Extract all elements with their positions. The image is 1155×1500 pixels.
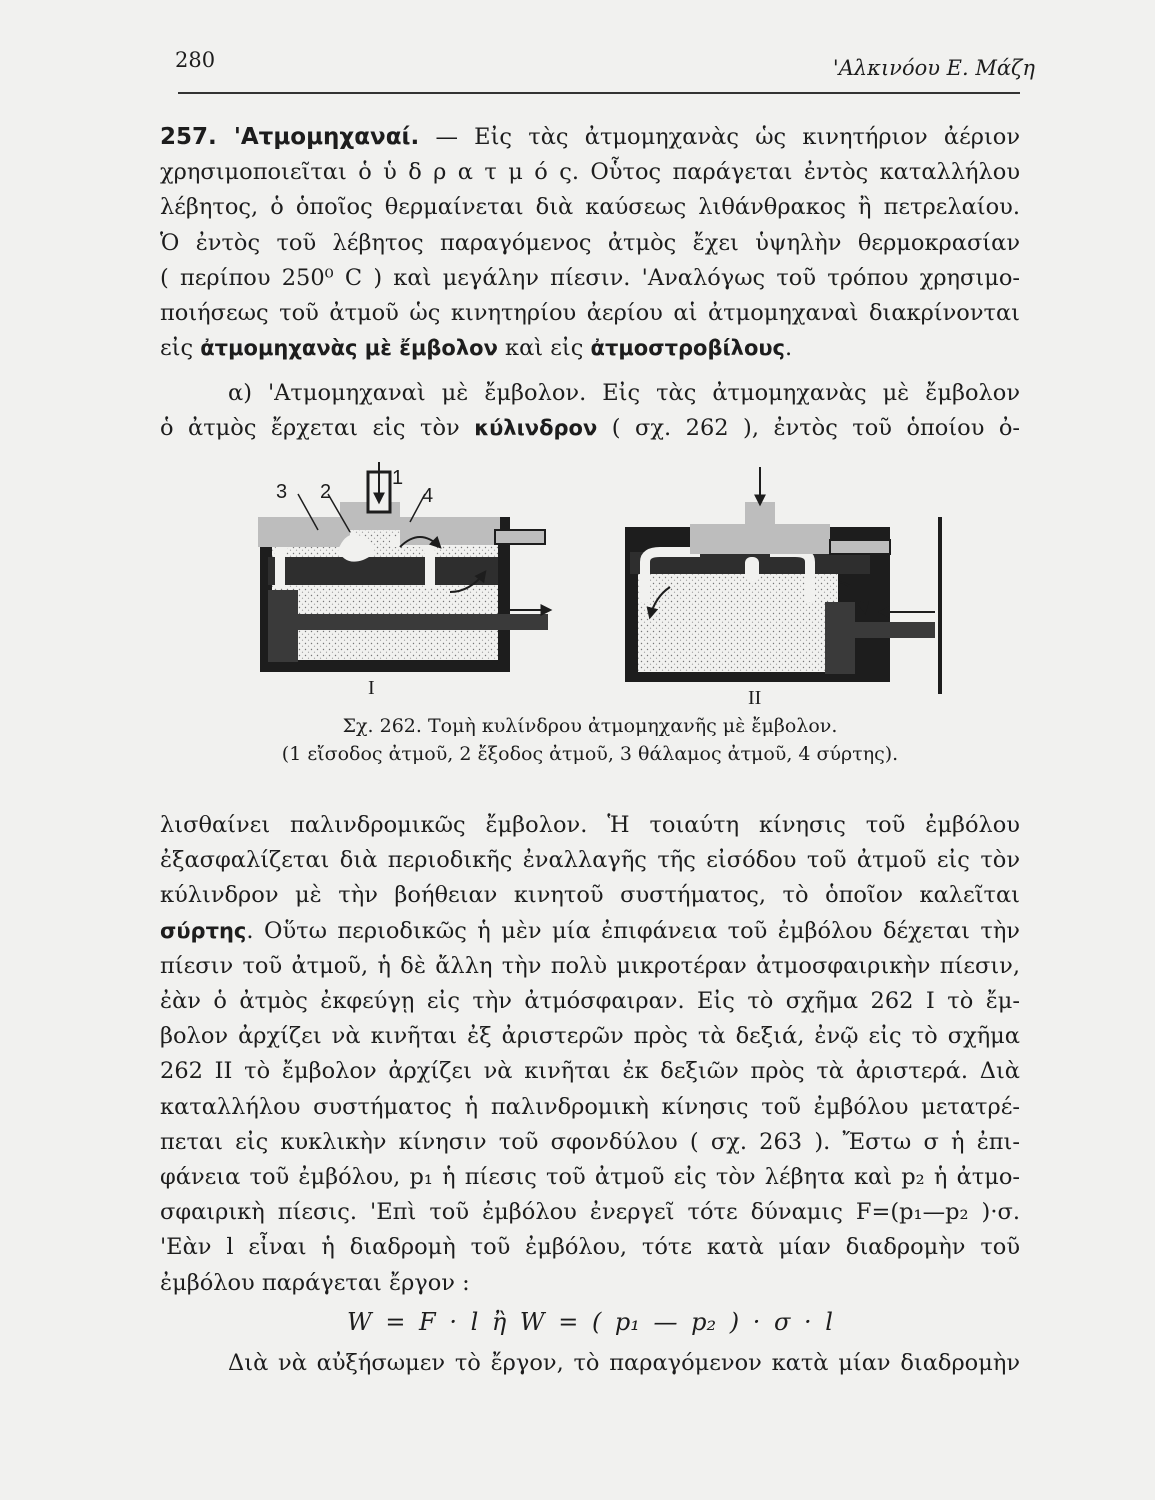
- piston: [268, 590, 298, 662]
- text-fragment: καὶ εἰς: [497, 335, 591, 362]
- steam-inlet: [745, 502, 775, 532]
- text-line: πεται εἰς κυκλικὴν κίνησιν τοῦ σφονδύλου ( σχ. 263 ). Ἔστω σ ἡ ἐπι-: [160, 1128, 1020, 1155]
- text-line: λισθαίνει παλινδρομικῶς ἔμβολον. Ἡ τοιαύτη κίνησις τοῦ ἐμβόλου: [160, 812, 1020, 838]
- text-line: ποιήσεως τοῦ ἀτμοῦ ὡς κινητηρίου ἀερίου αἱ ἀτμομηχαναὶ διακρίνονται: [160, 300, 1020, 327]
- label-3: 3: [276, 481, 288, 503]
- exhaust-pipe: [830, 540, 890, 554]
- subsection-a-paragraph: [160, 376, 1020, 446]
- running-head: 'Αλκινόου Ε. Μάζη: [832, 56, 1035, 80]
- panel-label-ii: II: [748, 687, 762, 707]
- label-1: 1: [392, 467, 404, 489]
- caption-title: Σχ. 262. Τομὴ κυλίνδρου ἀτμομηχανῆς μὲ ἔμβολον.: [342, 715, 838, 737]
- text-line: 'Εὰν l εἶναι ἡ διαδρομὴ τοῦ ἐμβόλου, τότε κατὰ μίαν διαδρομὴν τοῦ: [160, 1234, 1020, 1261]
- cylinder-panel-ii: [625, 467, 940, 707]
- text-line: [160, 411, 1020, 446]
- text-line: ἐμβόλου παράγεται ἔργον :: [160, 1269, 470, 1296]
- text-line: ( περίπου 250⁰ C ) καὶ μεγάλην πίεσιν. 'Αναλόγως τοῦ τρόπου χρησιμο-: [160, 264, 1020, 291]
- text-line: 262 II τὸ ἔμβολον ἀρχίζει νὰ κινῆται ἐκ δεξιῶν πρὸς τὰ ἀριστερά. Διὰ: [160, 1058, 1020, 1085]
- bold-term: κύλινδρον: [474, 416, 598, 441]
- figure-caption: [160, 712, 1020, 768]
- text-line: σφαιρικὴ πίεσις. 'Επὶ τοῦ ἐμβόλου ἐνεργεῖ τότε δύναμις F=(p₁—p₂ )·σ.: [160, 1199, 1020, 1226]
- panel-label-i: I: [368, 677, 375, 699]
- piston-rod: [855, 622, 935, 638]
- text-line: [160, 331, 1020, 366]
- text-fragment: εἰς: [160, 335, 201, 362]
- piston: [825, 602, 855, 674]
- cylinder-panel-i: [258, 462, 550, 699]
- header-rule: [178, 92, 1020, 94]
- text-line: πίεσιν τοῦ ἀτμοῦ, ἡ δὲ ἄλλη τὴν πολὺ μικροτέραν ἀτμοσφαιρικὴν πίεσιν,: [160, 952, 1020, 979]
- work-formula: W = F · l ἢ W = ( p₁ — p₂ ) · σ · l: [347, 1308, 833, 1336]
- text-fragment: — Εἰς τὰς ἀτμομηχανὰς ὡς κινητήριον ἀέριον: [419, 124, 1021, 150]
- text-fragment: .: [785, 335, 793, 362]
- text-line: λέβητος, ὁ ὁποῖος θερμαίνεται διὰ καύσεως λιθάνθρακος ἢ πετρελαίου.: [160, 194, 1020, 221]
- text-line: καταλλήλου συστήματος ἡ παλινδρομικὴ κίνησις τοῦ ἐμβόλου μετατρέ-: [160, 1093, 1020, 1120]
- text-line: [160, 914, 1020, 949]
- text-fragment: ( σχ. 262 ), ἐντὸς τοῦ ὁποίου ὀ-: [597, 415, 1021, 442]
- text-fragment: ὁ ἀτμὸς ἔρχεται εἰς τὸν: [160, 415, 475, 442]
- text-line: Ὁ ἐντὸς τοῦ λέβητος παραγόμενος ἀτμὸς ἔχει ὑψηλὴν θερμοκρασίαν: [160, 229, 1020, 256]
- text-line: φάνεια τοῦ ἐμβόλου, p₁ ἡ πίεσις τοῦ ἀτμοῦ εἰς τὸν λέβητα καὶ p₂ ἡ ἀτμο-: [160, 1164, 1020, 1191]
- text-line: Διὰ νὰ αὐξήσωμεν τὸ ἔργον, τὸ παραγόμενον κατὰ μίαν διαδρομὴν: [228, 1350, 1020, 1376]
- piston-rod: [298, 614, 548, 630]
- exhaust-pipe: [495, 530, 545, 544]
- figure-262-diagram: [250, 462, 960, 707]
- final-paragraph: [160, 1346, 1020, 1381]
- bold-term: ἀτμομηχανὰς μὲ ἔμβολον: [200, 336, 498, 361]
- label-2: 2: [320, 481, 332, 503]
- text-line: ἐὰν ὁ ἀτμὸς ἐκφεύγῃ εἰς τὴν ἀτμόσφαιραν. Εἰς τὸ σχῆμα 262 I τὸ ἔμ-: [160, 988, 1020, 1015]
- text-line: α) 'Ατμομηχαναὶ μὲ ἔμβολον. Εἰς τὰς ἀτμομηχανὰς μὲ ἔμβολον: [228, 380, 1020, 406]
- page-header: [175, 48, 1035, 82]
- text-line: [160, 120, 1020, 155]
- slide-valve: [745, 557, 759, 581]
- page-number: 280: [175, 48, 216, 72]
- body-paragraph: [160, 808, 1020, 1301]
- text-fragment: . Οὕτω περιοδικῶς ἡ μὲν μία ἐπιφάνεια τοῦ ἐμβόλου δέχεται τὴν: [246, 917, 1020, 944]
- text-line: βολον ἀρχίζει νὰ κινῆται ἐξ ἀριστερῶν πρὸς τὰ δεξιά, ἐνῷ εἰς τὸ σχῆμα: [160, 1023, 1020, 1050]
- text-line: κύλινδρον μὲ τὴν βοήθειαν κινητοῦ συστήματος, τὸ ὁποῖον καλεῖται: [160, 882, 1020, 909]
- label-4: 4: [422, 485, 434, 507]
- caption-legend: (1 εἴσοδος ἀτμοῦ, 2 ἔξοδος ἀτμοῦ, 3 θάλαμος ἀτμοῦ, 4 σύρτης).: [281, 743, 899, 765]
- text-line: ἐξασφαλίζεται διὰ περιοδικῆς ἐναλλαγῆς τῆς εἰσόδου τοῦ ἀτμοῦ εἰς τὸν: [160, 847, 1020, 874]
- bold-term: ἀτμοστροβίλους: [590, 336, 786, 361]
- section-title: 257. 'Ατμομηχαναί.: [160, 124, 420, 150]
- bold-term: σύρτης: [160, 918, 247, 943]
- text-line: χρησιμοποιεῖται ὁ ὑ δ ρ α τ μ ό ς. Οὗτος παράγεται ἐντὸς καταλλήλου: [160, 159, 1020, 186]
- section-257-paragraph: [160, 120, 1020, 366]
